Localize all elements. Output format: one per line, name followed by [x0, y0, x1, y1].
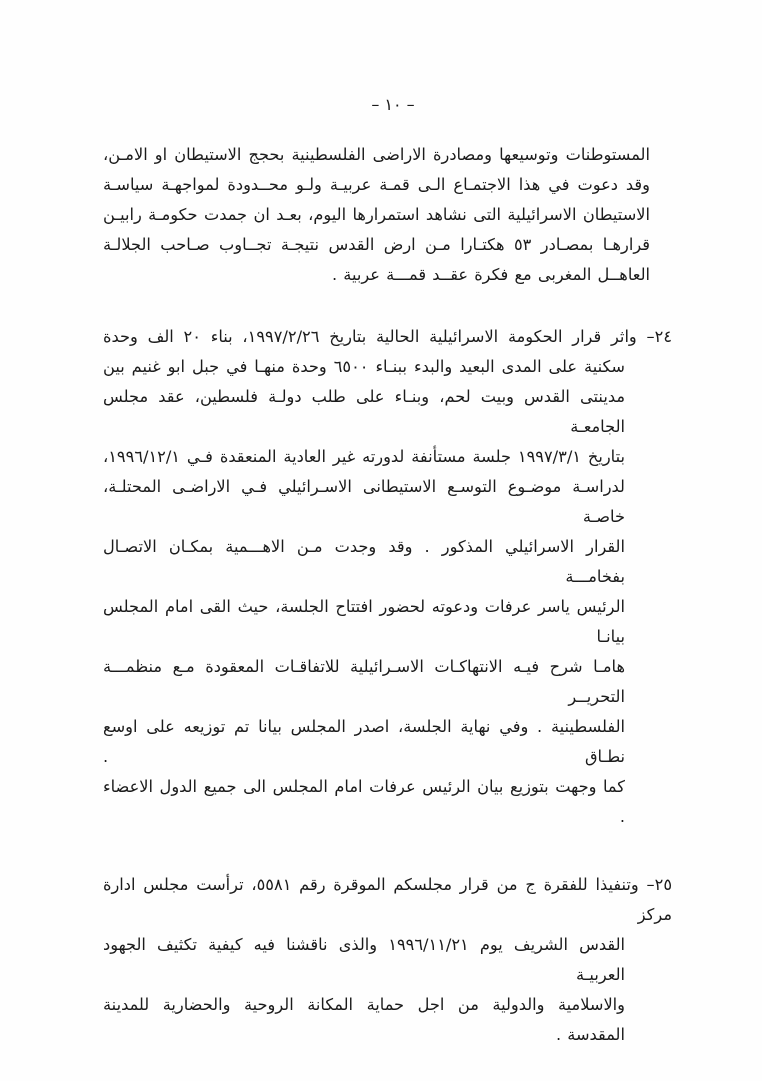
text-line: والاسلامية والدولية من اجل حماية المكانة الروحية والحضارية للمدينة المقدسة .	[103, 995, 625, 1044]
text-line: القدس الشريف يوم ١٩٩٦/١١/٢١ والذى ناقشنا فيه كيفية تكثيف الجهود العربيـة	[103, 935, 626, 984]
text-line: قرارهـا بمصـادر ٥٣ هكتـارا مـن ارض القدس نتيجـة تجــاوب صـاحب الجلالـة	[103, 235, 651, 254]
document-content	[103, 140, 673, 1050]
text-line: ٢٥– وتنفيذا للفقرة ج من قرار مجلسكم الموقرة رقم ٥٥٨١، ترأست مجلس ادارة مركز	[103, 875, 673, 924]
text-line: الرئيس ياسر عرفات ودعوته لحضور افتتاح الجلسة، حيث القى امام المجلس بيانـا	[103, 597, 625, 646]
text-line: هامـا شرح فيـه الانتهاكـات الاسـرائيلية للاتفاقـات المعقودة مـع منظمـــة التحريــر	[103, 657, 625, 706]
text-line: القرار الاسرائيلي المذكور . وقد وجدت مـن الاهـــمية بمكـان الاتصـال بفخامـــة	[103, 537, 625, 586]
text-line: وقد دعوت في هذا الاجتمـاع الـى قمـة عربيـة ولـو محــدودة لمواجهـة سياسـة	[103, 175, 650, 194]
text-line: ٢٤– واثر قرار الحكومة الاسرائيلية الحالية بتاريخ ١٩٩٧/٢/٢٦، بناء ٢٠ الف وحدة	[103, 327, 673, 346]
text-line: المستوطنات وتوسيعها ومصادرة الاراضى الفلسطينية بحجج الاستيطان او الامـن،	[103, 145, 650, 164]
text-line: مدينتى القدس وبيت لحم، وبنـاء على طلب دولـة فلسطين، عقد مجلس الجامعـة	[103, 387, 625, 436]
paragraph-item-25	[103, 870, 673, 1050]
paragraph-item-24	[103, 322, 673, 832]
text-line: الفلسطينية . وفي نهاية الجلسة، اصدر المجلس بيانا تم توزيعه على اوسع نطـاق .	[103, 717, 625, 766]
text-line: الاستيطان الاسرائيلية التى نشاهد استمرارها اليوم، بعـد ان جمدت حكومـة رابيـن	[103, 205, 650, 224]
text-line: العاهــل المغربى مع فكرة عقــد قمـــة عربية .	[331, 265, 650, 284]
text-line: سكنية على المدى البعيد والبدء ببنـاء ٦٥٠٠ وحدة منهـا في جبل ابو غنيم بين	[103, 357, 625, 376]
paragraph-continuation	[103, 140, 650, 290]
text-line: كما وجهت بتوزيع بيان الرئيس عرفات امام المجلس الى جميع الدول الاعضاء .	[103, 777, 625, 826]
text-line: لدراسـة موضـوع التوسـع الاستيطانى الاسـرائيلي فـي الاراضـى المحتلـة، خاصـة	[103, 477, 625, 526]
text-line: بتاريخ ١٩٩٧/٣/١ جلسة مستأنفة لدورته غير العادية المنعقدة فـي ١٩٩٦/١٢/١،	[103, 447, 625, 466]
page-number: – ١٠ –	[371, 95, 415, 114]
